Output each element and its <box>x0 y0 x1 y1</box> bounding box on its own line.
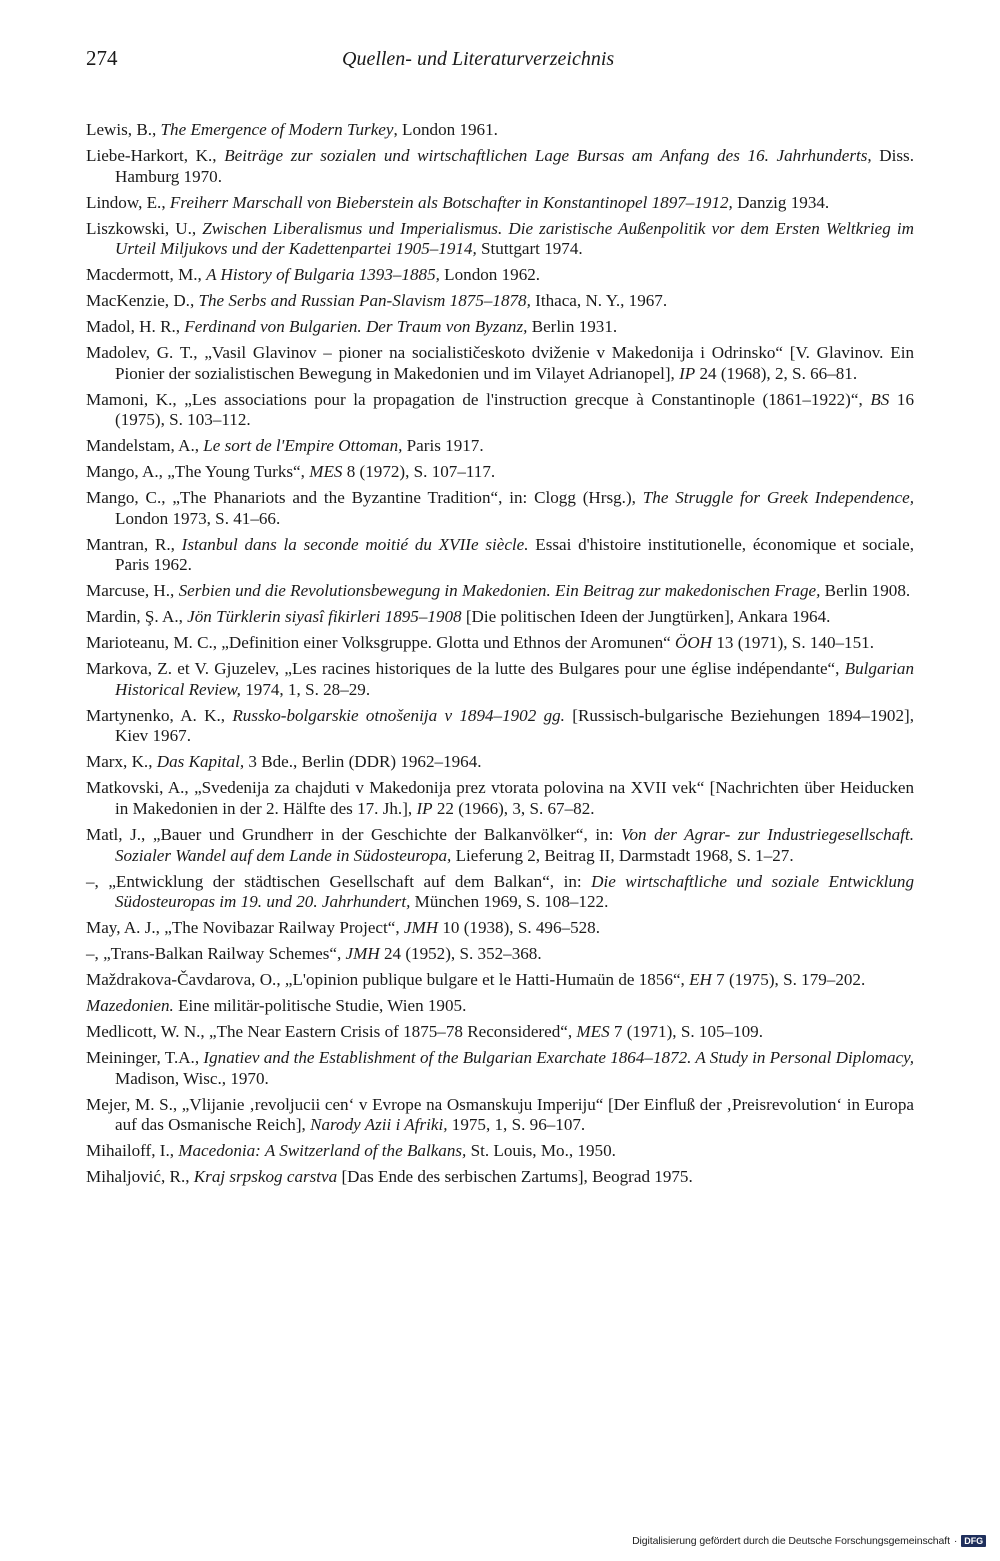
bibliography-entry <box>86 1095 914 1136</box>
entry-text: Mardin, Ş. A., <box>86 607 188 627</box>
entry-title-italic: Narody Azii i Afriki, <box>310 1115 448 1135</box>
entry-text: Marioteanu, M. C., „Definition einer Volksgruppe. Glotta und Ethnos der Aromunen“ <box>86 633 675 653</box>
credit-text: Digitalisierung gefördert durch die Deutsche Forschungsgemeinschaft <box>632 1535 950 1547</box>
entry-text: Mango, A., „The Young Turks“, <box>86 462 310 482</box>
bibliography-entry <box>86 607 914 628</box>
entry-text: Meininger, T.A., <box>86 1048 204 1068</box>
entry-text: Matl, J., „Bauer und Grundherr in der Geschichte der Balkanvölker“, in: <box>86 825 621 845</box>
entry-text: [Das Ende des serbischen Zartums], Beograd 1975. <box>337 1167 693 1187</box>
bibliography-entry <box>86 752 914 773</box>
entry-title-italic: A History of Bulgaria 1393–1885, <box>206 265 440 285</box>
entry-title-italic: Die wirtschaftliche und soziale Entwicklung Südosteuropas im 19. und 20. Jahrhundert, <box>115 871 914 912</box>
entry-title-italic: Macedonia: A Switzerland of the Balkans, <box>178 1141 467 1161</box>
bibliography-entry <box>86 219 914 260</box>
entry-text: 24 (1968), 2, S. 66–81. <box>695 363 858 383</box>
entry-title-italic: Serbien und die Revolutionsbewegung in Makedonien. Ein Beitrag zur makedonischen Frage, <box>178 581 821 601</box>
entry-text: Diss. Hamburg 1970. <box>115 145 914 186</box>
entry-text: Essai d'histoire institutionelle, économique et sociale, Paris 1962. <box>115 534 914 575</box>
entry-text: Mihailoff, I., <box>86 1141 179 1161</box>
entry-text: Markova, Z. et V. Gjuzelev, „Les racines historiques de la lutte des Bulgares pour une église indépendante“, <box>86 659 845 679</box>
entry-text: Maždrakova-Čavdarova, O., „L'opinion publique bulgare et le Hatti-Humaün de 1856“, <box>86 970 690 990</box>
entry-text: London 1973, S. 41–66. <box>115 508 281 528</box>
entry-text: –, „Entwicklung der städtischen Gesellschaft auf dem Balkan“, in: <box>86 871 592 891</box>
entry-text: Marx, K., <box>86 752 157 772</box>
bibliography-entry <box>86 488 914 529</box>
entry-title-italic: ÖOH <box>675 633 713 653</box>
entry-title-italic: BS <box>870 389 890 409</box>
bibliography-entry <box>86 1167 914 1188</box>
entry-text: Madolev, G. T., „Vasil Glavinov – pioner na socialističeskoto dviženie v Makedonija i Odrinsko“ [V. Glavinov. Ein Pionier der sozialistischen Bewegung in Makedonien und im Vilayet Adrianopel], <box>86 343 914 383</box>
entry-text: Medlicott, W. N., „The Near Eastern Crisis of 1875–78 Reconsidered“, <box>86 1022 577 1042</box>
entry-text: Liebe-Harkort, K., <box>86 145 225 165</box>
entry-text: Mantran, R., <box>86 534 182 554</box>
bibliography-entry <box>86 146 914 187</box>
entry-title-italic: EH <box>689 970 712 990</box>
entry-title-italic: Zwischen Liberalismus und Imperialismus. Die zaristische Außenpolitik vor dem Ersten Weltkrieg im Urteil Miljukovs und der Kadettenpartei 1905–1914, <box>115 218 914 259</box>
entry-text: 7 (1971), S. 105–109. <box>609 1022 763 1042</box>
bibliography-entry <box>86 317 914 338</box>
bibliography-list <box>86 120 914 1193</box>
entry-text: Mihaljović, R., <box>86 1167 194 1187</box>
bibliography-entry <box>86 535 914 576</box>
entry-title-italic: Ferdinand von Bulgarien. Der Traum von Byzanz, <box>184 317 528 337</box>
entry-text: 24 (1952), S. 352–368. <box>379 944 542 964</box>
entry-text: Mejer, M. S., „Vlijanie ‚revoljucii cen‘ v Evrope na Osmanskuju Imperiju“ [Der Einfluß der ‚Preisrevolution‘ in Europa auf das Osmanische Reich], <box>86 1094 914 1135</box>
bibliography-entry <box>86 1048 914 1089</box>
bibliography-entry <box>86 778 914 819</box>
entry-text: 16 (1975), S. 103–112. <box>115 389 914 430</box>
bibliography-entry <box>86 706 914 747</box>
entry-text: , London 1961. <box>393 120 498 139</box>
entry-text: May, A. J., „The Novibazar Railway Project“, <box>86 918 404 938</box>
bibliography-entry <box>86 1141 914 1162</box>
entry-title-italic: Ignatiev and the Establishment of the Bulgarian Exarchate 1864–1872. A Study in Personal Diplomacy, <box>203 1048 914 1068</box>
bibliography-entry <box>86 633 914 654</box>
bibliography-entry <box>86 581 914 602</box>
entry-text: Ithaca, N. Y., 1967. <box>530 291 668 311</box>
entry-text: Lindow, E., <box>86 192 170 212</box>
bibliography-entry <box>86 825 914 866</box>
bibliography-entry <box>86 120 914 141</box>
bibliography-entry <box>86 291 914 312</box>
bibliography-entry <box>86 462 914 483</box>
entry-title-italic: Istanbul dans la seconde moitié du XVIIe siècle. <box>181 534 529 554</box>
bibliography-entry <box>86 944 914 965</box>
credit-separator: · <box>953 1535 958 1547</box>
entry-text: Danzig 1934. <box>732 192 830 212</box>
entry-title-italic: Kraj srpskog carstva <box>193 1167 338 1187</box>
entry-text: Martynenko, A. K., <box>86 705 233 725</box>
entry-text: Mango, C., „The Phanariots and the Byzantine Tradition“, in: Clogg (Hrsg.), <box>86 488 643 508</box>
entry-title-italic: MES <box>309 462 343 482</box>
entry-text: –, „Trans-Balkan Railway Schemes“, <box>86 944 346 964</box>
entry-text: Madol, H. R., <box>86 317 185 337</box>
entry-text: Madison, Wisc., 1970. <box>115 1068 269 1088</box>
bibliography-entry <box>86 436 914 457</box>
digitization-credit <box>632 1535 986 1547</box>
entry-title-italic: Beiträge zur sozialen und wirtschaftlichen Lage Bursas am Anfang des 16. Jahrhunderts, <box>224 145 872 165</box>
bibliography-entry <box>86 970 914 991</box>
entry-title-italic: JMH <box>403 918 439 938</box>
entry-text: Mamoni, K., „Les associations pour la propagation de l'instruction grecque à Constantinople (1861–1922)“, <box>86 389 871 409</box>
entry-title-italic: IP <box>416 799 433 819</box>
entry-text: 1974, 1, S. 28–29. <box>240 679 371 699</box>
entry-text: Berlin 1931. <box>527 317 618 337</box>
entry-text: Berlin 1908. <box>820 581 911 601</box>
entry-text: Marcuse, H., <box>86 581 179 601</box>
entry-text: Lewis, B., <box>86 120 161 139</box>
entry-title-italic: IP <box>679 363 696 383</box>
entry-text: Lieferung 2, Beitrag II, Darmstadt 1968, S. 1–27. <box>451 845 794 865</box>
dfg-logo: DFG <box>961 1535 986 1547</box>
page-number: 274 <box>86 46 118 70</box>
entry-title-italic: Russko-bolgarskie otnošenija v 1894–1902 gg. <box>232 705 565 725</box>
entry-title-italic: The Serbs and Russian Pan-Slavism 1875–1878, <box>198 291 531 311</box>
entry-text: Eine militär-politische Studie, Wien 1905. <box>173 996 467 1016</box>
bibliography-entry <box>86 996 914 1017</box>
entry-title-italic: Mazedonien. <box>86 996 174 1016</box>
bibliography-entry <box>86 659 914 700</box>
entry-text: 8 (1972), S. 107–117. <box>342 462 496 482</box>
bibliography-entry <box>86 265 914 286</box>
entry-text: 7 (1975), S. 179–202. <box>711 970 866 990</box>
entry-text: Liszkowski, U., <box>86 218 203 238</box>
entry-text: 1975, 1, S. 96–107. <box>447 1115 586 1135</box>
entry-title-italic: Jön Türklerin siyasî fikirleri 1895–1908 <box>187 607 462 627</box>
bibliography-entry <box>86 193 914 214</box>
entry-text: MacKenzie, D., <box>86 291 199 311</box>
bibliography-entry <box>86 343 914 384</box>
entry-text: Matkovski, A., „Svedenija za chajduti v Makedonija prez vtorata polovina na XVII vek“ [Nachrichten über Heiducken in Makedonien in der 2. Hälfte des 17. Jh.], <box>86 778 914 819</box>
entry-title-italic: Von der Agrar- zur Industriegesellschaft. Sozialer Wandel auf dem Lande in Südosteuropa, <box>115 825 914 865</box>
entry-text: Mandelstam, A., <box>86 436 204 456</box>
entry-title-italic: Le sort de l'Empire Ottoman, <box>203 436 403 456</box>
entry-text: 10 (1938), S. 496–528. <box>438 918 600 938</box>
entry-title-italic: Das Kapital, <box>156 752 245 772</box>
entry-text: 22 (1966), 3, S. 67–82. <box>432 799 595 819</box>
entry-text: [Die politischen Ideen der Jungtürken], Ankara 1964. <box>461 607 831 627</box>
entry-text: [Russisch-bulgarische Beziehungen 1894–1902], Kiev 1967. <box>115 705 914 746</box>
entry-text: 3 Bde., Berlin (DDR) 1962–1964. <box>244 752 482 772</box>
bibliography-entry <box>86 918 914 939</box>
entry-text: London 1962. <box>439 265 541 285</box>
bibliography-entry <box>86 390 914 431</box>
bibliography-entry <box>86 872 914 913</box>
entry-title-italic: MES <box>576 1022 610 1042</box>
entry-title-italic: The Emergence of Modern Turkey <box>160 120 394 139</box>
entry-text: St. Louis, Mo., 1950. <box>466 1141 616 1161</box>
entry-title-italic: The Struggle for Greek Independence, <box>642 488 914 508</box>
entry-title-italic: JMH <box>345 944 380 964</box>
entry-text: Paris 1917. <box>402 436 484 456</box>
entry-text: 13 (1971), S. 140–151. <box>712 633 874 653</box>
running-title: Quellen- und Literaturverzeichnis <box>342 48 615 70</box>
bibliography-entry <box>86 1022 914 1043</box>
entry-text: München 1969, S. 108–122. <box>410 892 609 912</box>
entry-title-italic: Freiherr Marschall von Bieberstein als Botschafter in Konstantinopel 1897–1912, <box>169 192 733 212</box>
entry-title-italic: Bulgarian Historical Review, <box>115 659 914 699</box>
entry-text: Stuttgart 1974. <box>476 239 583 259</box>
entry-text: Macdermott, M., <box>86 265 207 285</box>
